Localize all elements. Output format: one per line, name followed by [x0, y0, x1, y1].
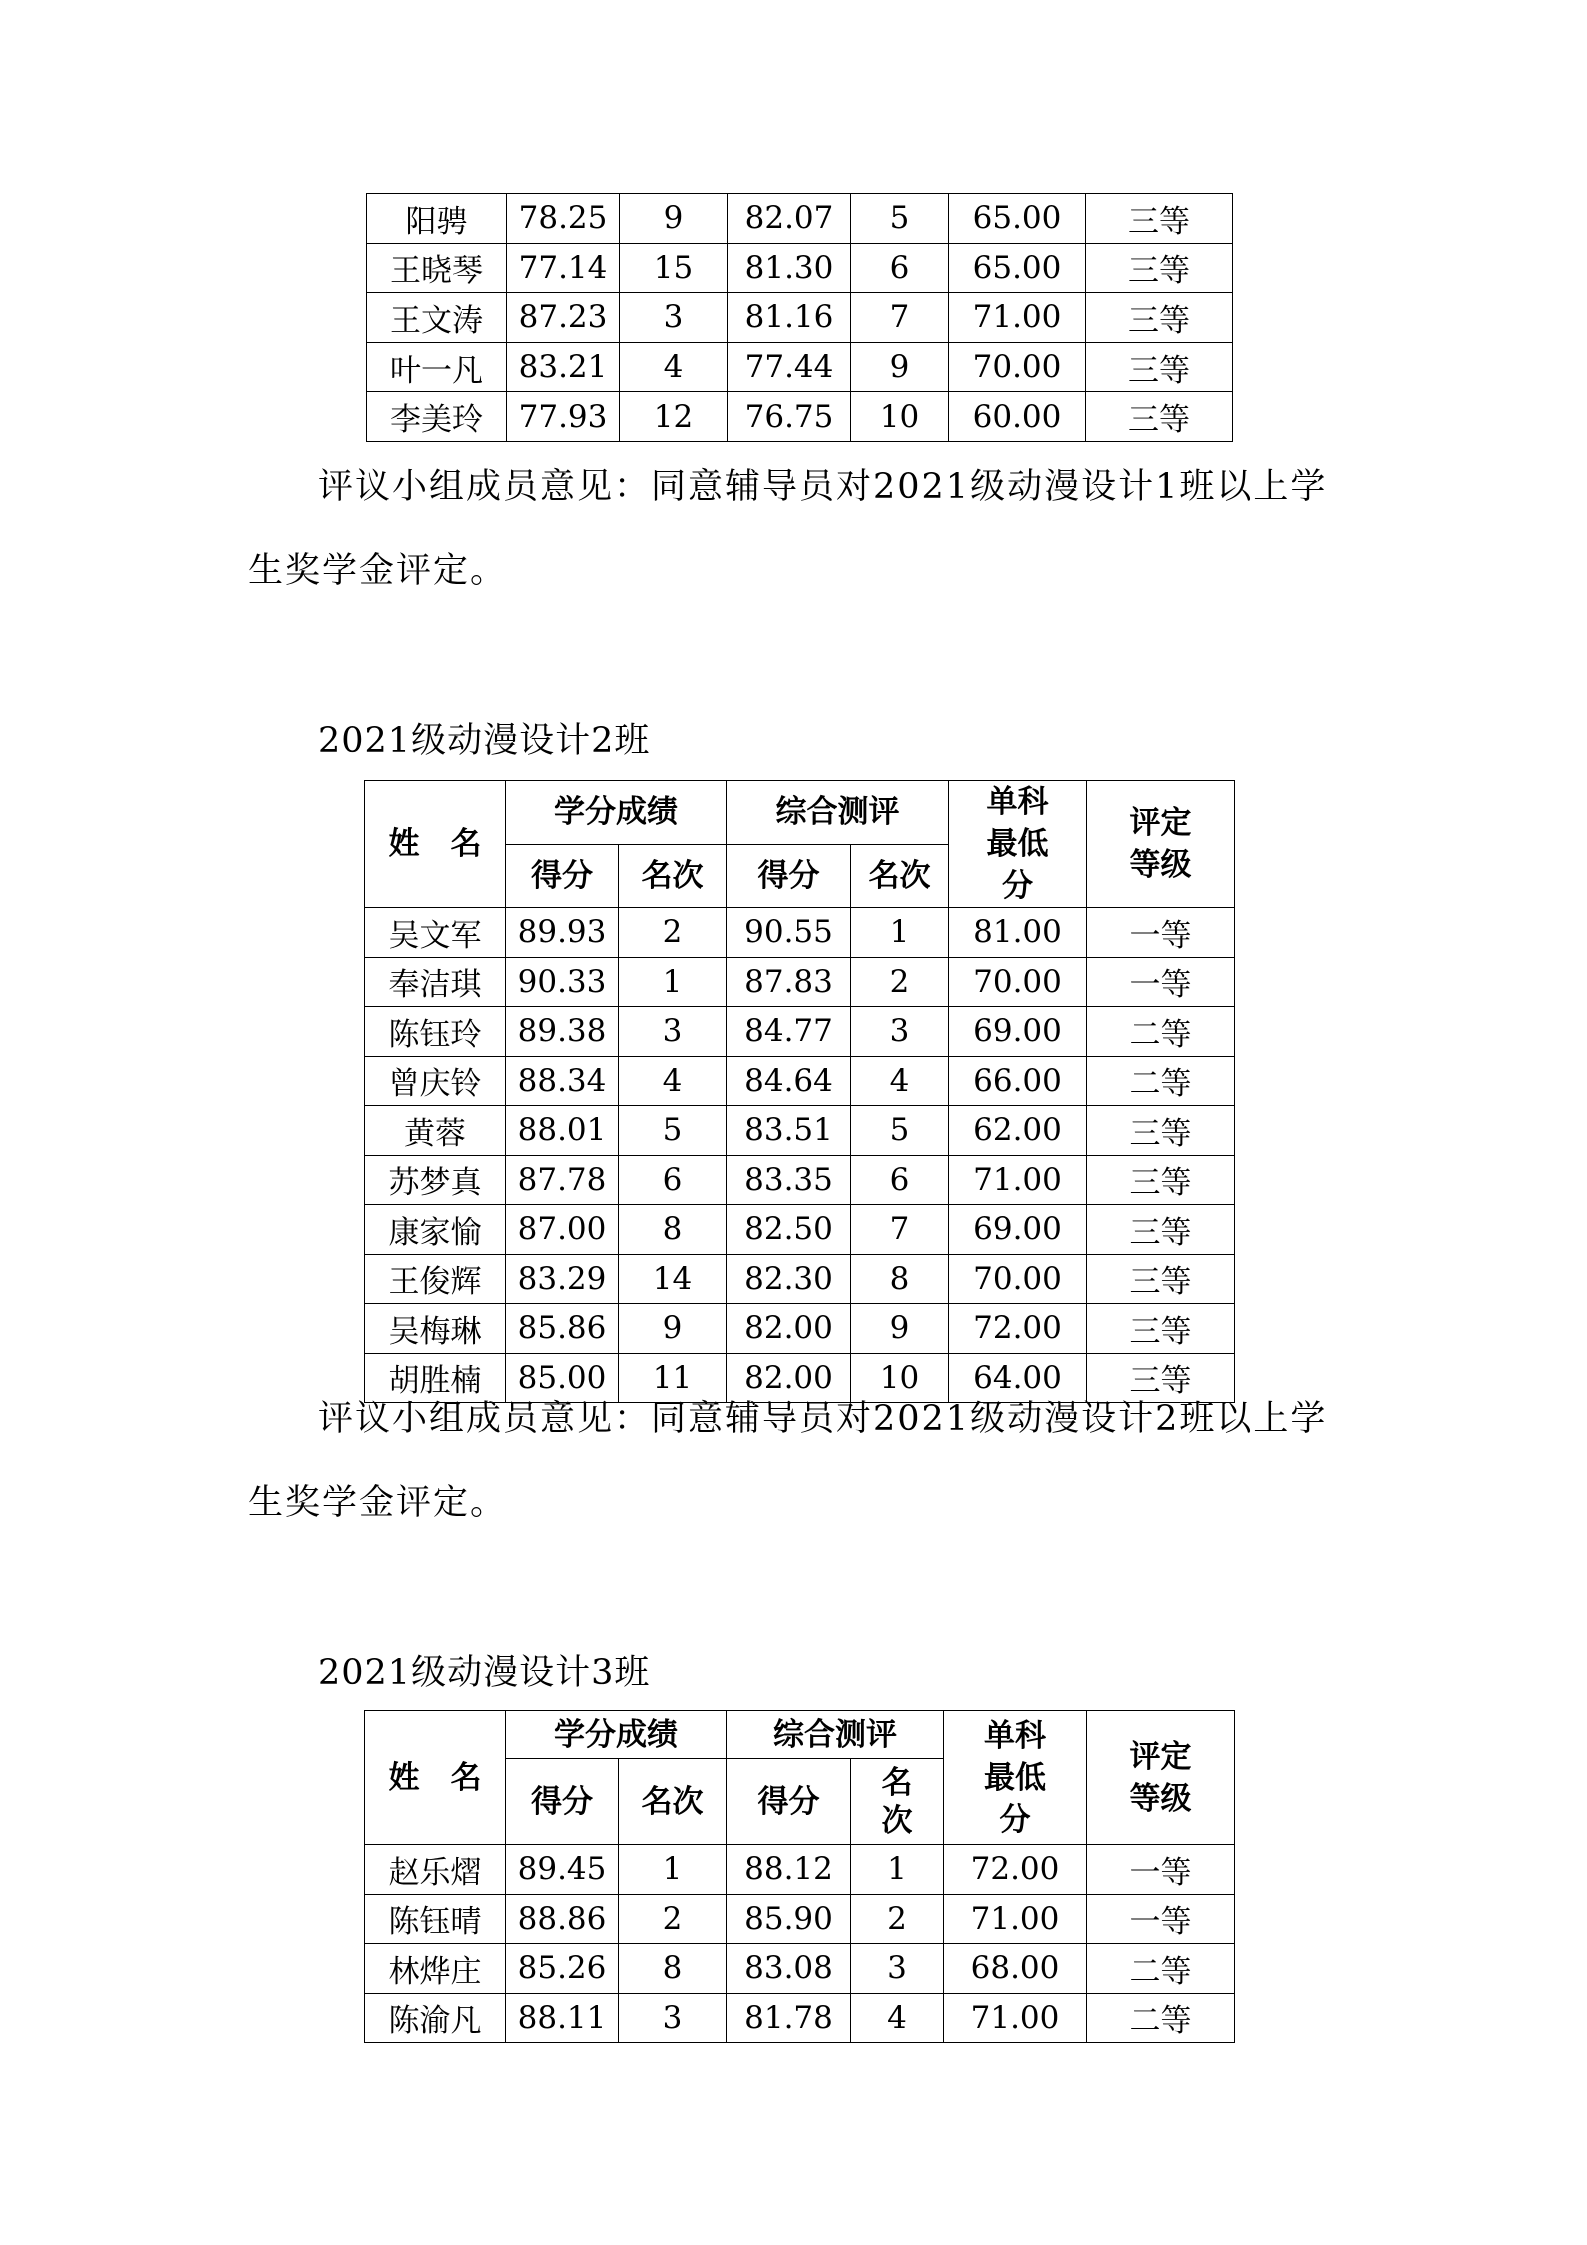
cell-comp-score: 85.90: [727, 1894, 851, 1944]
table-row: [365, 1155, 1235, 1205]
cell-credit-score: 88.34: [506, 1056, 619, 1106]
cell-comp-rank: 1: [851, 908, 949, 958]
table-row: [365, 1056, 1235, 1106]
class2-header-credit-rank: 名次: [619, 844, 727, 908]
class3-header-comp-rank: 名次: [851, 1759, 944, 1845]
class2-table: [364, 780, 1235, 1403]
class2-header-comp-score: 得分: [727, 844, 851, 908]
cell-credit-score: 85.26: [506, 1944, 619, 1994]
cell-credit-rank: 8: [619, 1205, 727, 1255]
cell-comp-score: 83.51: [727, 1106, 851, 1156]
table-row: [365, 957, 1235, 1007]
table-row: [365, 1106, 1235, 1156]
cell-comp-rank: 10: [851, 392, 949, 442]
cell-comp-score: 90.55: [727, 908, 851, 958]
cell-credit-rank: 15: [620, 243, 728, 293]
cell-min-score: 70.00: [949, 1254, 1087, 1304]
class2-header-comp-rank: 名次: [851, 844, 949, 908]
cell-credit-score: 89.38: [506, 1007, 619, 1057]
cell-min-score: 71.00: [944, 1894, 1087, 1944]
cell-level: 二等: [1087, 1944, 1235, 1994]
class2-caption: 2021级动漫设计2班: [318, 721, 651, 761]
cell-name: 吴梅琳: [365, 1304, 506, 1354]
cell-comp-rank: 10: [851, 1353, 949, 1403]
cell-level: 三等: [1086, 392, 1233, 442]
cell-name: 林烨庄: [365, 1944, 506, 1994]
cell-comp-score: 76.75: [728, 392, 851, 442]
cell-comp-score: 82.00: [727, 1353, 851, 1403]
cell-name: 奉洁琪: [365, 957, 506, 1007]
cell-credit-rank: 9: [620, 194, 728, 244]
cell-level: 一等: [1087, 908, 1235, 958]
cell-level: 三等: [1087, 1254, 1235, 1304]
cell-comp-rank: 6: [851, 1155, 949, 1205]
cell-comp-rank: 4: [851, 1056, 949, 1106]
cell-min-score: 81.00: [949, 908, 1087, 958]
cell-name: 陈钰晴: [365, 1894, 506, 1944]
cell-comp-rank: 4: [851, 1993, 944, 2043]
cell-level: 三等: [1087, 1106, 1235, 1156]
cell-comp-rank: 6: [851, 243, 949, 293]
class3-header-comp-score: 得分: [727, 1759, 851, 1845]
table-row: [367, 293, 1233, 343]
class2-table-body: [365, 908, 1235, 1403]
cell-level: 二等: [1087, 1056, 1235, 1106]
table-row: [365, 908, 1235, 958]
cell-comp-rank: 2: [851, 957, 949, 1007]
cell-comp-rank: 3: [851, 1944, 944, 1994]
class3-header-credit-score: 得分: [506, 1759, 619, 1845]
class3-table: [364, 1710, 1235, 2043]
cell-name: 曾庆铃: [365, 1056, 506, 1106]
cell-credit-rank: 6: [619, 1155, 727, 1205]
cell-min-score: 70.00: [949, 342, 1086, 392]
cell-level: 三等: [1086, 293, 1233, 343]
cell-credit-rank: 4: [619, 1056, 727, 1106]
table-row: [367, 392, 1233, 442]
cell-credit-rank: 3: [619, 1007, 727, 1057]
table-row: [365, 1894, 1235, 1944]
cell-credit-score: 88.01: [506, 1106, 619, 1156]
cell-name: 陈渝凡: [365, 1993, 506, 2043]
cell-min-score: 65.00: [949, 243, 1086, 293]
cell-comp-rank: 3: [851, 1007, 949, 1057]
class3-header-level: 评定等级: [1087, 1711, 1235, 1845]
cell-comp-score: 81.78: [727, 1993, 851, 2043]
cell-comp-rank: 7: [851, 293, 949, 343]
table-row: [365, 1993, 1235, 2043]
cell-level: 二等: [1087, 1007, 1235, 1057]
cell-min-score: 72.00: [944, 1845, 1087, 1895]
class3-header-credit: 学分成绩: [506, 1711, 727, 1759]
cell-name: 李美玲: [367, 392, 507, 442]
class3-header-name: 姓 名: [365, 1711, 506, 1845]
class2-header-comprehensive: 综合测评: [727, 781, 949, 845]
cell-level: 三等: [1086, 342, 1233, 392]
table-row: [367, 194, 1233, 244]
cell-credit-score: 83.21: [507, 342, 620, 392]
cell-credit-rank: 9: [619, 1304, 727, 1354]
cell-name: 陈钰玲: [365, 1007, 506, 1057]
class3-table-body: [365, 1845, 1235, 2043]
cell-name: 王文涛: [367, 293, 507, 343]
cell-credit-rank: 8: [619, 1944, 727, 1994]
cell-comp-rank: 9: [851, 342, 949, 392]
cell-credit-score: 88.11: [506, 1993, 619, 2043]
cell-min-score: 71.00: [944, 1993, 1087, 2043]
cell-credit-score: 89.93: [506, 908, 619, 958]
class2-header-credit: 学分成绩: [506, 781, 727, 845]
cell-credit-score: 87.78: [506, 1155, 619, 1205]
cell-min-score: 62.00: [949, 1106, 1087, 1156]
cell-comp-score: 83.08: [727, 1944, 851, 1994]
cell-comp-score: 82.50: [727, 1205, 851, 1255]
cell-comp-score: 82.30: [727, 1254, 851, 1304]
table-row: [365, 1007, 1235, 1057]
cell-name: 王俊辉: [365, 1254, 506, 1304]
cell-comp-score: 84.64: [727, 1056, 851, 1106]
cell-comp-score: 88.12: [727, 1845, 851, 1895]
class1-opinion: 评议小组成员意见：同意辅导员对2021级动漫设计1班以上学生奖学金评定。: [248, 467, 1328, 591]
cell-level: 三等: [1086, 194, 1233, 244]
cell-credit-rank: 4: [620, 342, 728, 392]
class3-header-min-score: 单科最低分: [944, 1711, 1087, 1845]
cell-comp-rank: 8: [851, 1254, 949, 1304]
cell-min-score: 60.00: [949, 392, 1086, 442]
cell-credit-score: 87.00: [506, 1205, 619, 1255]
cell-credit-score: 88.86: [506, 1894, 619, 1944]
table-row: [367, 342, 1233, 392]
cell-level: 一等: [1087, 1845, 1235, 1895]
cell-comp-score: 81.16: [728, 293, 851, 343]
cell-level: 三等: [1087, 1205, 1235, 1255]
cell-min-score: 66.00: [949, 1056, 1087, 1106]
cell-min-score: 69.00: [949, 1007, 1087, 1057]
cell-credit-rank: 1: [619, 957, 727, 1007]
cell-credit-score: 90.33: [506, 957, 619, 1007]
class2-header-name: 姓 名: [365, 781, 506, 908]
cell-comp-score: 81.30: [728, 243, 851, 293]
cell-name: 康家愉: [365, 1205, 506, 1255]
cell-credit-rank: 3: [619, 1993, 727, 2043]
cell-credit-rank: 11: [619, 1353, 727, 1403]
table-row: [365, 1304, 1235, 1354]
cell-level: 二等: [1087, 1993, 1235, 2043]
cell-min-score: 71.00: [949, 1155, 1087, 1205]
cell-comp-rank: 9: [851, 1304, 949, 1354]
cell-level: 一等: [1087, 957, 1235, 1007]
cell-level: 三等: [1087, 1304, 1235, 1354]
cell-credit-rank: 2: [619, 1894, 727, 1944]
cell-credit-rank: 12: [620, 392, 728, 442]
cell-credit-score: 78.25: [507, 194, 620, 244]
cell-level: 一等: [1087, 1894, 1235, 1944]
cell-comp-score: 84.77: [727, 1007, 851, 1057]
class2-opinion: 评议小组成员意见：同意辅导员对2021级动漫设计2班以上学生奖学金评定。: [248, 1399, 1328, 1523]
cell-credit-score: 83.29: [506, 1254, 619, 1304]
cell-min-score: 64.00: [949, 1353, 1087, 1403]
table-row: [365, 1205, 1235, 1255]
class2-header-level: 评定等级: [1087, 781, 1235, 908]
cell-comp-rank: 1: [851, 1845, 944, 1895]
cell-comp-rank: 7: [851, 1205, 949, 1255]
cell-min-score: 68.00: [944, 1944, 1087, 1994]
cell-min-score: 65.00: [949, 194, 1086, 244]
table-row: [365, 1845, 1235, 1895]
cell-credit-score: 77.93: [507, 392, 620, 442]
cell-comp-score: 82.00: [727, 1304, 851, 1354]
cell-credit-rank: 5: [619, 1106, 727, 1156]
cell-comp-rank: 5: [851, 1106, 949, 1156]
cell-level: 三等: [1086, 243, 1233, 293]
class3-header-credit-rank: 名次: [619, 1759, 727, 1845]
cell-level: 三等: [1087, 1353, 1235, 1403]
cell-credit-rank: 14: [619, 1254, 727, 1304]
cell-comp-rank: 5: [851, 194, 949, 244]
cell-credit-rank: 3: [620, 293, 728, 343]
cell-min-score: 71.00: [949, 293, 1086, 343]
class1-table: [366, 193, 1233, 442]
table-row: [365, 1254, 1235, 1304]
cell-credit-rank: 2: [619, 908, 727, 958]
class3-header-comprehensive: 综合测评: [727, 1711, 944, 1759]
cell-credit-score: 85.00: [506, 1353, 619, 1403]
cell-comp-score: 87.83: [727, 957, 851, 1007]
table-row: [365, 1944, 1235, 1994]
table-row: [367, 243, 1233, 293]
cell-min-score: 70.00: [949, 957, 1087, 1007]
class2-header-min-score: 单科最低分: [949, 781, 1087, 908]
cell-comp-rank: 2: [851, 1894, 944, 1944]
cell-name: 赵乐熠: [365, 1845, 506, 1895]
cell-name: 阳骋: [367, 194, 507, 244]
cell-name: 苏梦真: [365, 1155, 506, 1205]
class1-table-body: [367, 194, 1233, 442]
cell-comp-score: 83.35: [727, 1155, 851, 1205]
cell-name: 王晓琴: [367, 243, 507, 293]
class3-caption: 2021级动漫设计3班: [318, 1653, 651, 1693]
cell-credit-score: 85.86: [506, 1304, 619, 1354]
cell-credit-score: 89.45: [506, 1845, 619, 1895]
cell-comp-score: 82.07: [728, 194, 851, 244]
cell-comp-score: 77.44: [728, 342, 851, 392]
cell-level: 三等: [1087, 1155, 1235, 1205]
cell-credit-rank: 1: [619, 1845, 727, 1895]
cell-name: 胡胜楠: [365, 1353, 506, 1403]
class2-header-credit-score: 得分: [506, 844, 619, 908]
cell-name: 叶一凡: [367, 342, 507, 392]
cell-min-score: 69.00: [949, 1205, 1087, 1255]
cell-name: 吴文军: [365, 908, 506, 958]
cell-name: 黄蓉: [365, 1106, 506, 1156]
cell-credit-score: 77.14: [507, 243, 620, 293]
cell-credit-score: 87.23: [507, 293, 620, 343]
cell-min-score: 72.00: [949, 1304, 1087, 1354]
